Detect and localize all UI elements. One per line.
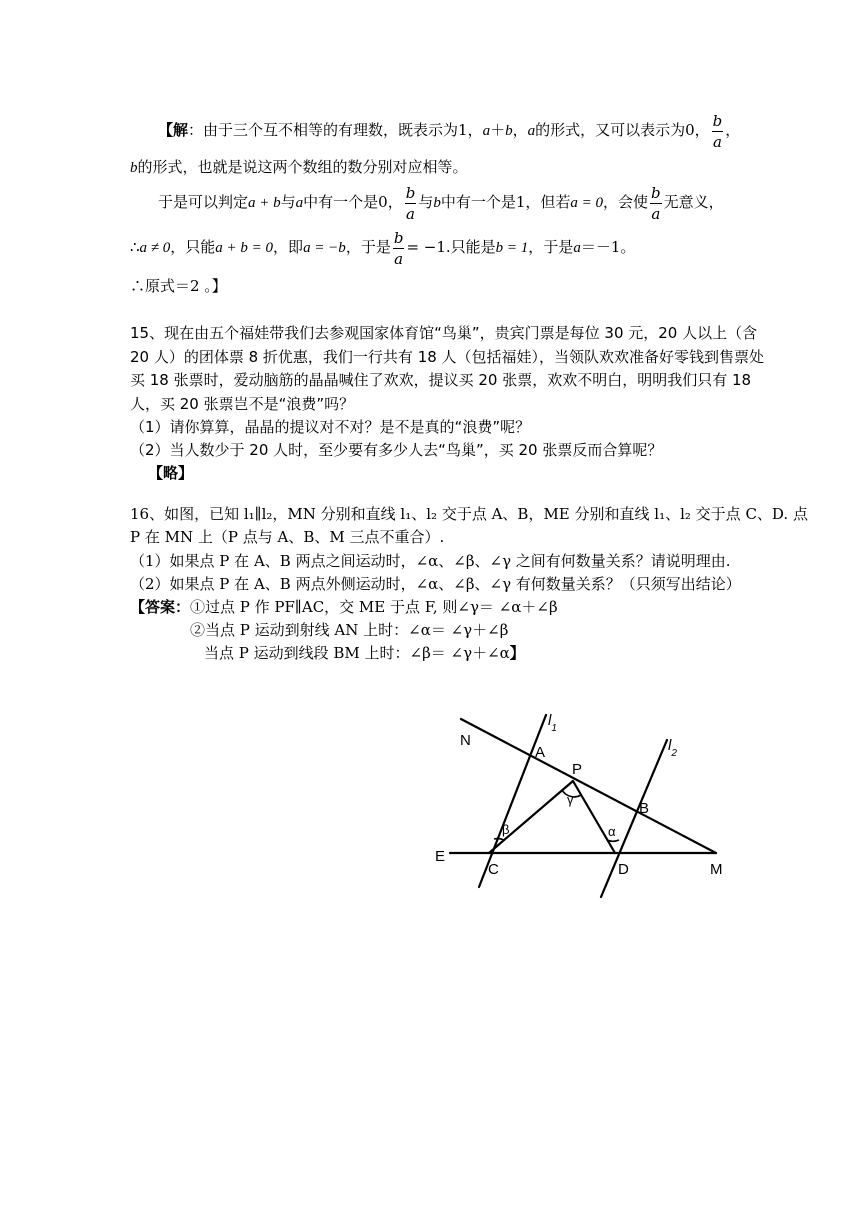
label-c: C [488, 861, 499, 878]
question-16-line-1: 16、如图，已知 l₁∥l₂，MN 分别和直线 l₁、l₂ 交于点 A、B，ME 分别和直线 l₁、l₂ 交于点 C、D. 点 [130, 505, 808, 523]
solution-14-line-1: 【解：由于三个互不相等的有理数，既表示为1，a＋b，a的形式，又可以表示为0， $\frac{b}{a}$ ， [158, 111, 741, 151]
question-15-sub-2: （2）当人数少于 20 人时，至少要有多少人去“鸟巢”，买 20 张票反而合算呢？ [130, 441, 663, 459]
fraction-b-over-a: $\frac{b}{a}$ [405, 183, 416, 223]
question-15-line-3: 买 18 张票时，爱动脑筋的晶晶喊住了欢欢，提议买 20 张票，欢欢不明白，明明我们只有 18 [130, 371, 752, 389]
question-15-line-2: 20 人）的团体票 8 折优惠，我们一行共有 18 人（包括福娃），当领队欢欢准备好零钱到售票处 [130, 348, 765, 366]
question-16-line-2: P 在 MN 上（P 点与 A、B、M 三点不重合）. [130, 528, 445, 546]
fraction-b-over-a: $\frac{b}{a}$ [712, 111, 723, 151]
label-m: M [710, 861, 723, 878]
fraction-b-over-a: $\frac{b}{a}$ [651, 183, 661, 223]
label-l2: $l_2$ [668, 737, 677, 759]
question-15-answer: 【略】 [148, 464, 194, 482]
solution-14-line-5: ∴原式＝2 。】 [130, 277, 227, 295]
label-n: N [460, 732, 471, 749]
fraction-b-over-a: $\frac{b}{a}$ [393, 228, 404, 268]
line-l2 [601, 740, 667, 897]
question-16-sub-1: （1）如果点 P 在 A、B 两点之间运动时，∠α、∠β、∠γ 之间有何数量关系？请说明理由. [130, 552, 731, 570]
label-a: A [535, 744, 546, 761]
segment-pc [489, 781, 573, 853]
angle-gamma-arc [562, 790, 581, 797]
label-l1: $l_1$ [548, 712, 557, 734]
label-gamma: γ [567, 792, 574, 807]
line-l1 [479, 715, 546, 887]
angle-alpha-arc [607, 840, 619, 841]
question-15-line-1: 15、现在由五个福娃带我们去参观国家体育馆“鸟巢”，贵宾门票是每位 30 元，20 人以上（含 [130, 324, 758, 342]
label-d: D [618, 861, 629, 878]
question-15-sub-1: （1）请你算算，晶晶的提议对不对？是不是真的“浪费”呢？ [130, 418, 531, 436]
label-b: B [639, 800, 650, 817]
label-e: E [435, 848, 446, 865]
solution-tag: 【解 [158, 121, 189, 139]
question-15-line-4: 人，买 20 张票岂不是“浪费”吗？ [130, 395, 355, 413]
label-beta: β [502, 822, 510, 837]
label-alpha: α [608, 824, 616, 839]
question-16-answer-2: ②当点 P 运动到射线 AN 上时：∠α＝ ∠γ＋∠β [190, 621, 509, 639]
question-16-answer-1: 【答案：①过点 P 作 PF∥AC，交 ME 于点 F, 则∠γ＝ ∠α＋∠β [130, 598, 558, 616]
answer-tag: 【答案 [130, 598, 176, 616]
angle-beta-arc [494, 839, 504, 840]
solution-14-line-2: b的形式，也就是说这两个数组的数分别对应相等。 [130, 158, 468, 176]
solution-14-line-3: 于是可以判定a + b与a中有一个是0， $\frac{b}{a}$ 与b中有一个是1，但若a = 0，会使 $\frac{b}{a}$ 无意义， [158, 183, 724, 223]
line-mn [461, 719, 716, 853]
segment-pd [573, 781, 615, 853]
question-16-sub-2: （2）如果点 P 在 A、B 两点外侧运动时，∠α、∠β、∠γ 有何数量关系？（只须写出结论） [130, 575, 741, 593]
label-p: P [572, 761, 583, 778]
solution-14-line-4: ∴a ≠ 0，只能a + b = 0，即a = −b，于是 $\frac{b}{a}$ = −1.只能是b = 1，于是a＝－1。 [130, 228, 636, 268]
question-16-answer-3: 当点 P 运动到线段 BM 上时：∠β＝ ∠γ＋∠α】 [204, 644, 525, 662]
